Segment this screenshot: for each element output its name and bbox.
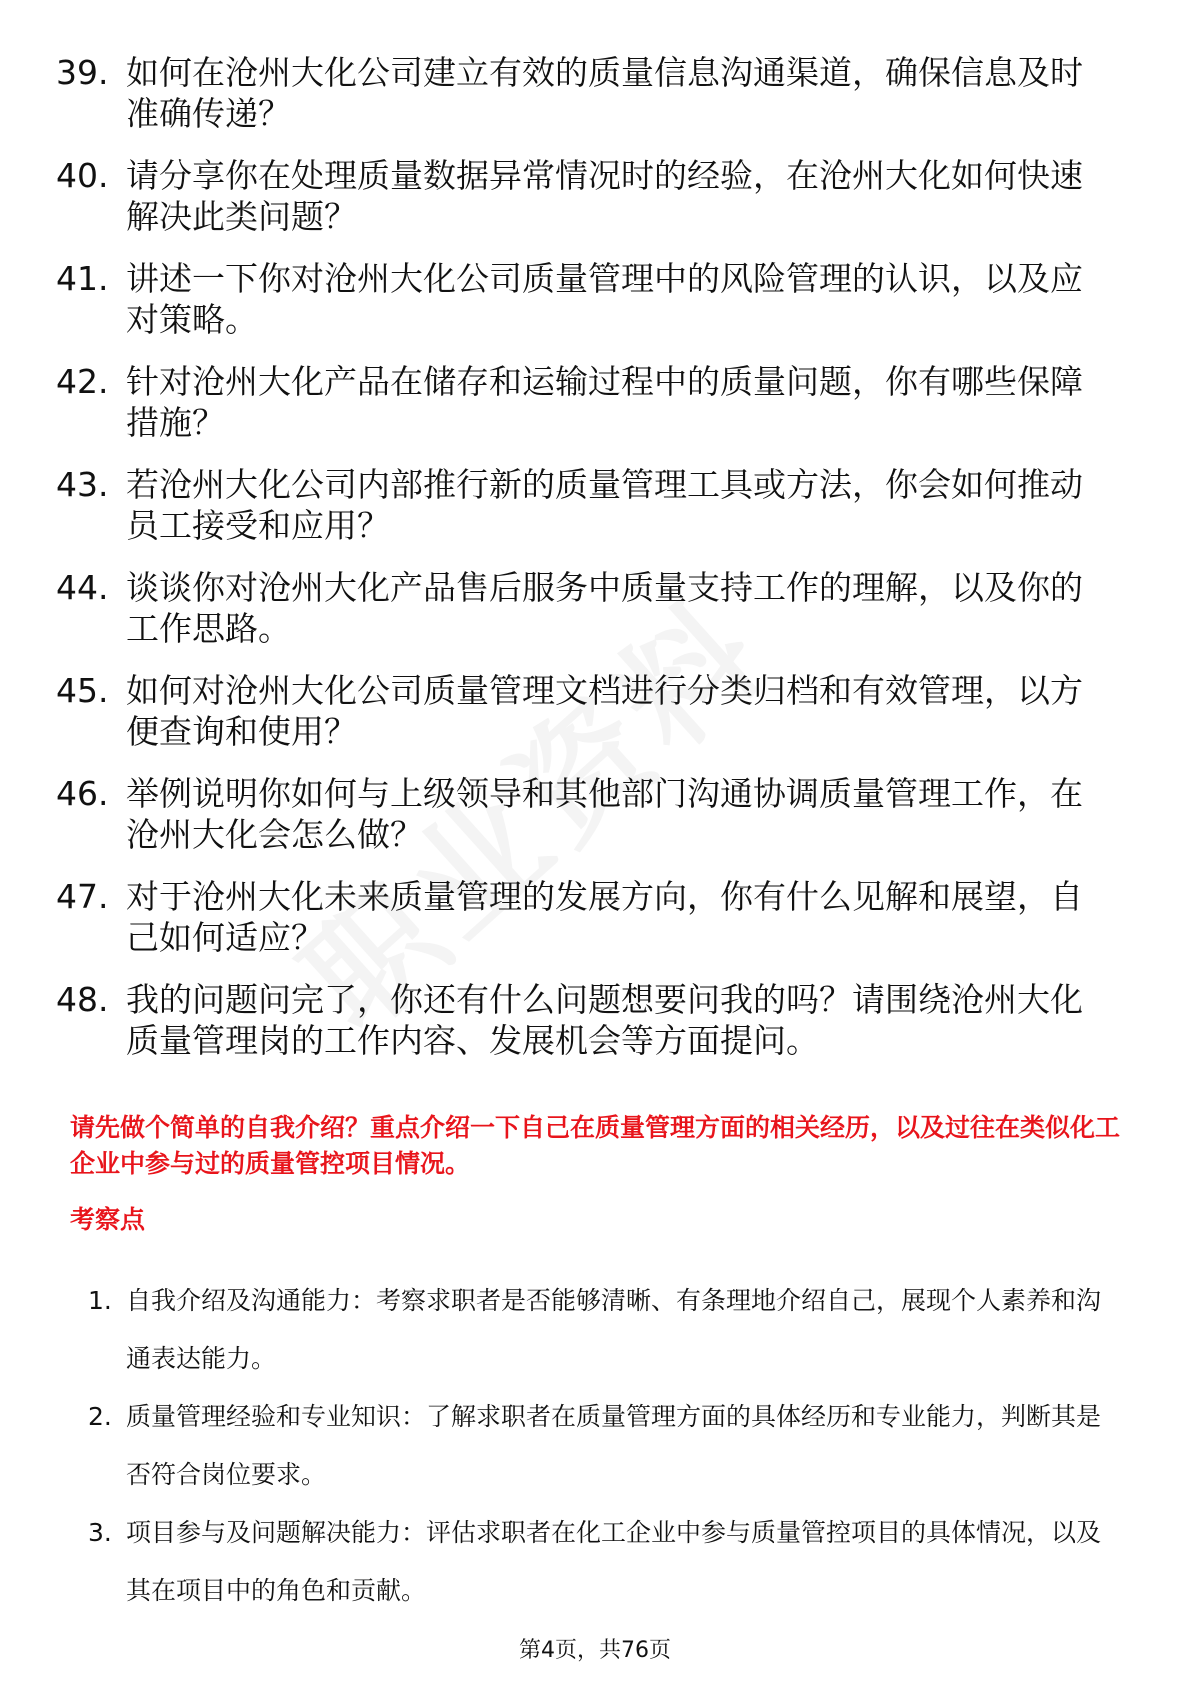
list-item [0,258,1190,340]
item-number: 43. [56,465,109,504]
item-number: 42. [56,362,109,401]
item-text: 针对沧州大化产品在储存和运输过程中的质量问题，你有哪些保障措施？ [126,362,1083,442]
list-item [0,876,1190,958]
item-number: 40. [56,156,109,195]
list-item [0,1388,1190,1504]
item-number: 48. [56,980,109,1019]
highlight-question: 请先做个简单的自我介绍？重点介绍一下自己在质量管理方面的相关经历，以及过往在类似化工企业中参与过的质量管控项目情况。 [70,1113,1121,1178]
list-item [0,464,1190,546]
list-item [0,1272,1190,1388]
item-text: 我的问题问完了，你还有什么问题想要问我的吗？请围绕沧州大化质量管理岗的工作内容、发展机会等方面提问。 [126,980,1083,1060]
evaluation-points-list [0,1272,1190,1620]
item-text: 讲述一下你对沧州大化公司质量管理中的风险管理的认识，以及应对策略。 [126,259,1083,339]
item-number: 45. [56,671,109,710]
list-item [0,361,1190,443]
item-number: 1. [88,1286,112,1315]
item-text: 如何对沧州大化公司质量管理文档进行分类归档和有效管理，以方便查询和使用？ [126,671,1083,751]
question-list [0,52,1190,1082]
list-item [0,1504,1190,1620]
item-text: 如何在沧州大化公司建立有效的质量信息沟通渠道，确保信息及时准确传递？ [126,53,1083,133]
item-number: 2. [88,1402,112,1431]
page-footer: 第4页，共76页 [519,1638,671,1663]
item-text: 谈谈你对沧州大化产品售后服务中质量支持工作的理解，以及你的工作思路。 [126,568,1083,648]
list-item [0,670,1190,752]
item-number: 47. [56,877,109,916]
list-item [0,155,1190,237]
list-item [0,979,1190,1061]
item-text: 项目参与及问题解决能力：评估求职者在化工企业中参与质量管控项目的具体情况，以及其在项目中的角色和贡献。 [126,1518,1102,1605]
item-number: 39. [56,53,109,92]
item-text: 质量管理经验和专业知识：了解求职者在质量管理方面的具体经历和专业能力，判断其是否符合岗位要求。 [126,1402,1102,1489]
item-text: 若沧州大化公司内部推行新的质量管理工具或方法，你会如何推动员工接受和应用？ [126,465,1083,545]
item-number: 41. [56,259,109,298]
item-number: 3. [88,1518,112,1547]
section-heading: 考察点 [70,1205,146,1234]
item-text: 自我介绍及沟通能力：考察求职者是否能够清晰、有条理地介绍自己，展现个人素养和沟通表达能力。 [126,1286,1102,1373]
item-text: 对于沧州大化未来质量管理的发展方向，你有什么见解和展望，自己如何适应？ [126,877,1083,957]
item-text: 举例说明你如何与上级领导和其他部门沟通协调质量管理工作，在沧州大化会怎么做？ [126,774,1083,854]
list-item [0,52,1190,134]
item-text: 请分享你在处理质量数据异常情况时的经验，在沧州大化如何快速解决此类问题？ [126,156,1083,236]
item-number: 44. [56,568,109,607]
list-item [0,773,1190,855]
list-item [0,567,1190,649]
item-number: 46. [56,774,109,813]
